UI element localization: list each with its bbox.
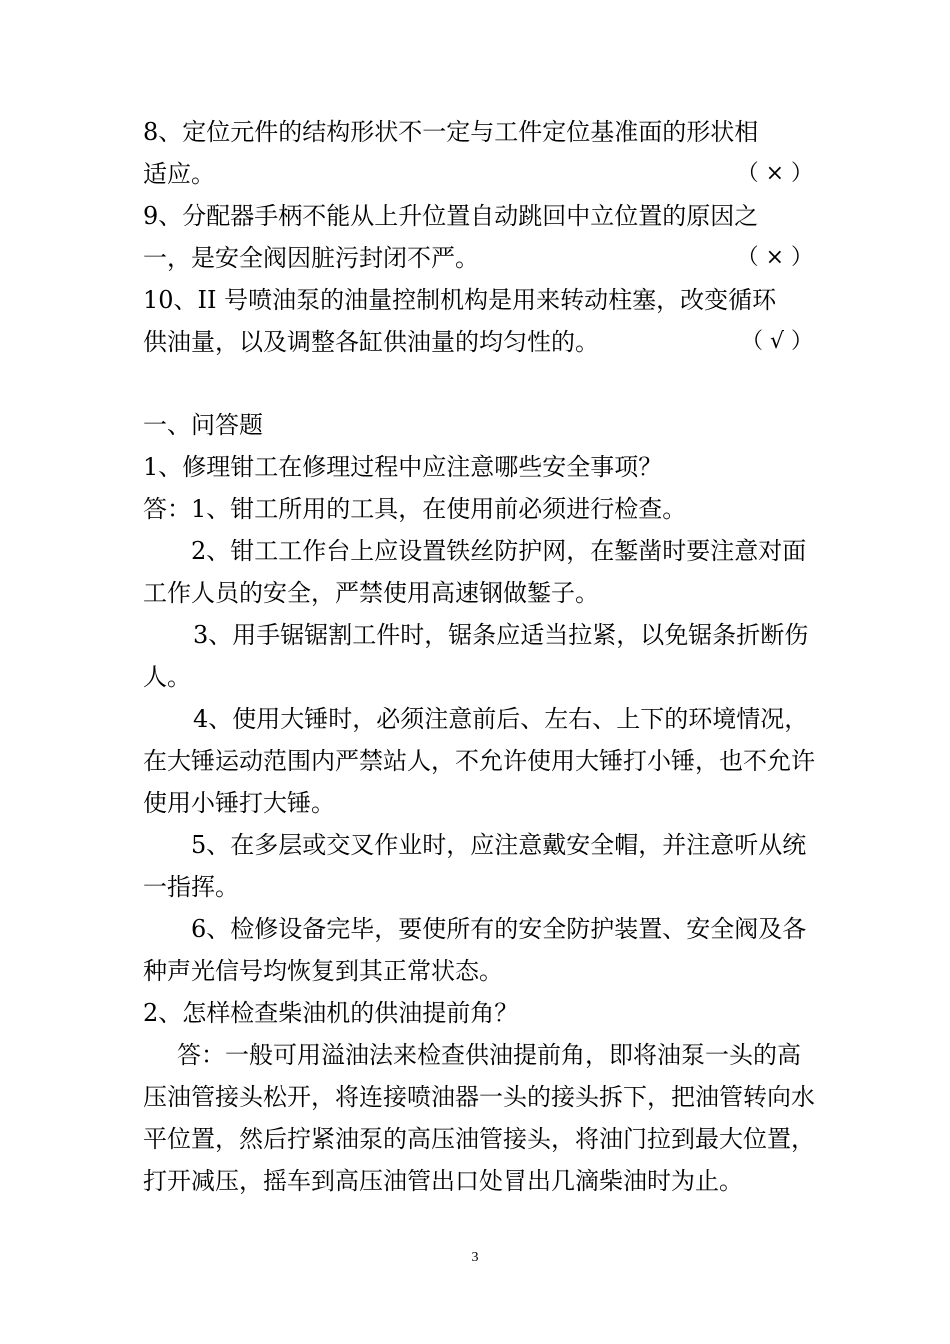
answer-1-line: 4、使用大锤时，必须注意前后、左右、上下的环境情况，	[193, 705, 809, 733]
answer-2-line: 平位置，然后拧紧油泵的高压油管接头，将油门拉到最大位置，	[143, 1125, 815, 1153]
answer-1-line: 使用小锤打大锤。	[143, 789, 335, 817]
answer-2-line: 打开减压，摇车到高压油管出口处冒出几滴柴油时为止。	[143, 1167, 743, 1195]
judgement-item-8-line1: 8、定位元件的结构形状不一定与工件定位基准面的形状相	[143, 118, 759, 146]
judgement-item-10-text: 供油量，以及调整各缸供油量的均匀性的。	[143, 328, 599, 356]
answer-1-line: 一指挥。	[143, 873, 239, 901]
answer-1-line: 2、钳工工作台上应设置铁丝防护网，在錾凿时要注意对面	[191, 537, 807, 565]
answer-2-line: 压油管接头松开，将连接喷油器一头的接头拆下，把油管转向水	[143, 1083, 815, 1111]
judgement-item-10-line1: 10、II 号喷油泵的油量控制机构是用来转动柱塞，改变循环	[143, 286, 777, 314]
answer-1-line: 人。	[143, 663, 191, 691]
judgement-item-10-mark: （ √ ）	[740, 329, 813, 354]
judgement-item-9-line2	[143, 243, 813, 273]
judgement-item-10-line2	[143, 327, 813, 357]
judgement-item-9-line1: 9、分配器手柄不能从上升位置自动跳回中立位置的原因之	[143, 202, 759, 230]
answer-1-intro: 答：1、钳工所用的工具，在使用前必须进行检查。	[143, 495, 687, 523]
answer-2-line: 答：一般可用溢油法来检查供油提前角，即将油泵一头的高	[177, 1041, 801, 1069]
answer-1-line: 种声光信号均恢复到其正常状态。	[143, 957, 503, 985]
judgement-item-8-text: 适应。	[143, 160, 215, 188]
section-title: 一、问答题	[143, 411, 263, 439]
answer-1-line: 6、检修设备完毕，要使所有的安全防护装置、安全阀及各	[191, 915, 807, 943]
answer-1-line: 3、用手锯锯割工件时，锯条应适当拉紧，以免锯条折断伤	[193, 621, 809, 649]
answer-1-line: 工作人员的安全，严禁使用高速钢做錾子。	[143, 579, 599, 607]
answer-1-line: 在大锤运动范围内严禁站人，不允许使用大锤打小锤，也不允许	[143, 747, 815, 775]
page-number: 3	[471, 1250, 479, 1265]
question-2: 2、怎样检查柴油机的供油提前角？	[143, 999, 519, 1027]
judgement-item-9-mark: （ × ）	[736, 245, 813, 270]
answer-1-line: 5、在多层或交叉作业时，应注意戴安全帽，并注意听从统	[191, 831, 807, 859]
judgement-item-8-mark: （ × ）	[736, 161, 813, 186]
question-1: 1、修理钳工在修理过程中应注意哪些安全事项？	[143, 453, 663, 481]
judgement-item-9-text: 一，是安全阀因脏污封闭不严。	[143, 244, 479, 272]
judgement-item-8-line2	[143, 159, 813, 189]
